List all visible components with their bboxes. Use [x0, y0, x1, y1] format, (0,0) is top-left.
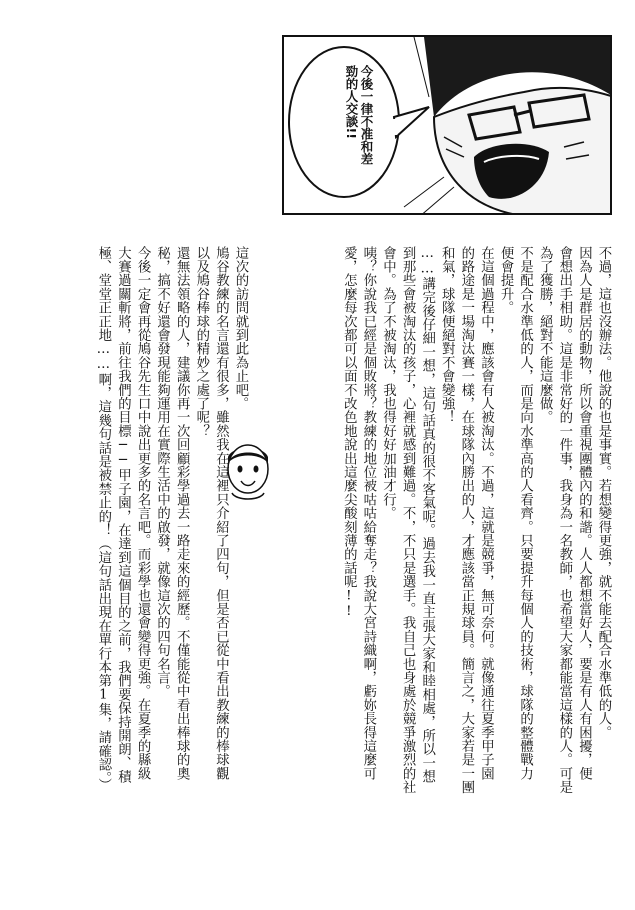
text-column: 便會提升。 — [498, 246, 514, 315]
text-column: 還無法領略的人，建議你再一次回顧彩學過去一路走來的經歷。不僅能從中看出棒球的奧 — [174, 246, 190, 781]
text-column: 以及鳩谷棒球的精妙之處了呢？ — [193, 246, 209, 438]
text-column: 今後一定會再從鳩谷先生口中說出更多的名言吧。而彩學也還會變得更強。在夏季的縣級 — [135, 246, 151, 781]
text-column: 的路途是一場淘汰賽一樣，在球隊內勝出的人，才應該當正規球員。簡言之，大家若是一團 — [458, 246, 474, 794]
manga-panel — [282, 35, 612, 215]
text-column: 這次的訪問就到此為止吧。 — [233, 246, 248, 411]
lower-text-block — [35, 246, 250, 886]
text-column: ……講完後仔細一想，這句話真的很不客氣呢。過去我一直主張大家和睦相處，所以一想 — [419, 246, 435, 784]
text-column: 會想出手相助。這是非常好的一件事，我身為一名教師，也希望大家都能當這樣的人。可是 — [556, 246, 572, 794]
text-column: 咦？你說我已經是個敗將？教練的地位被咕咕給奪走？我說大宮詩織啊，虧妳長得這麼可 — [360, 246, 376, 781]
text-column: 因為人是群居的動物，所以會重視團體內的和諧。人人都想當好人，要是有人有困擾，便 — [576, 246, 592, 781]
text-column: 鳩谷教練的名言還有很多，雖然我在這裡只介紹了四句，但是否已從中看出教練的棒球觀 — [213, 246, 229, 781]
upper-text-block — [268, 246, 613, 886]
text-column: 為了獲勝，絕對不能這麼做。 — [537, 246, 553, 425]
speech-bubble-text: 今後一律不准和差勁的人交談!! — [344, 65, 374, 165]
text-column: 極、堂堂正正地……啊，這幾句話是被禁止的！（這句話出現在單行本第1集，請確認。） — [95, 246, 111, 793]
text-column: 愛，怎麼每次都可以面不改色地說出這麼尖酸刻薄的話呢!! — [341, 246, 357, 620]
text-column: 到那些會被淘汰的孩子，心裡就感到難過。不，不只是選手。我自己也身處於競爭激烈的社 — [400, 246, 416, 794]
text-column: 在這個過程中，應該會有人被淘汰。不過，這就是競爭，無可奈何。就像通往夏季甲子園 — [478, 246, 494, 781]
text-column: 秘，搞不好還會發現能夠運用在實際生活中的啟發，就像這次的四句名言。 — [154, 246, 170, 699]
text-column: 會中。為了不被淘汰，我也得好好加油才行。 — [380, 246, 396, 520]
text-column: 大賽過關斬將，前往我們的目標──甲子園，在達到這個目的之前，我們要保持開朗、積 — [115, 246, 131, 784]
text-column: 和氣，球隊便絕對不會變強！ — [439, 246, 455, 425]
text-column: 不是配合水準低的人，而是向水準高的人看齊。只要提升每個人的技術，球隊的整體戰力 — [517, 246, 533, 781]
text-column: 不過，這也沒辦法。他說的也是事實。若想變得更強，就不能去配合水準低的人。 — [596, 246, 611, 740]
